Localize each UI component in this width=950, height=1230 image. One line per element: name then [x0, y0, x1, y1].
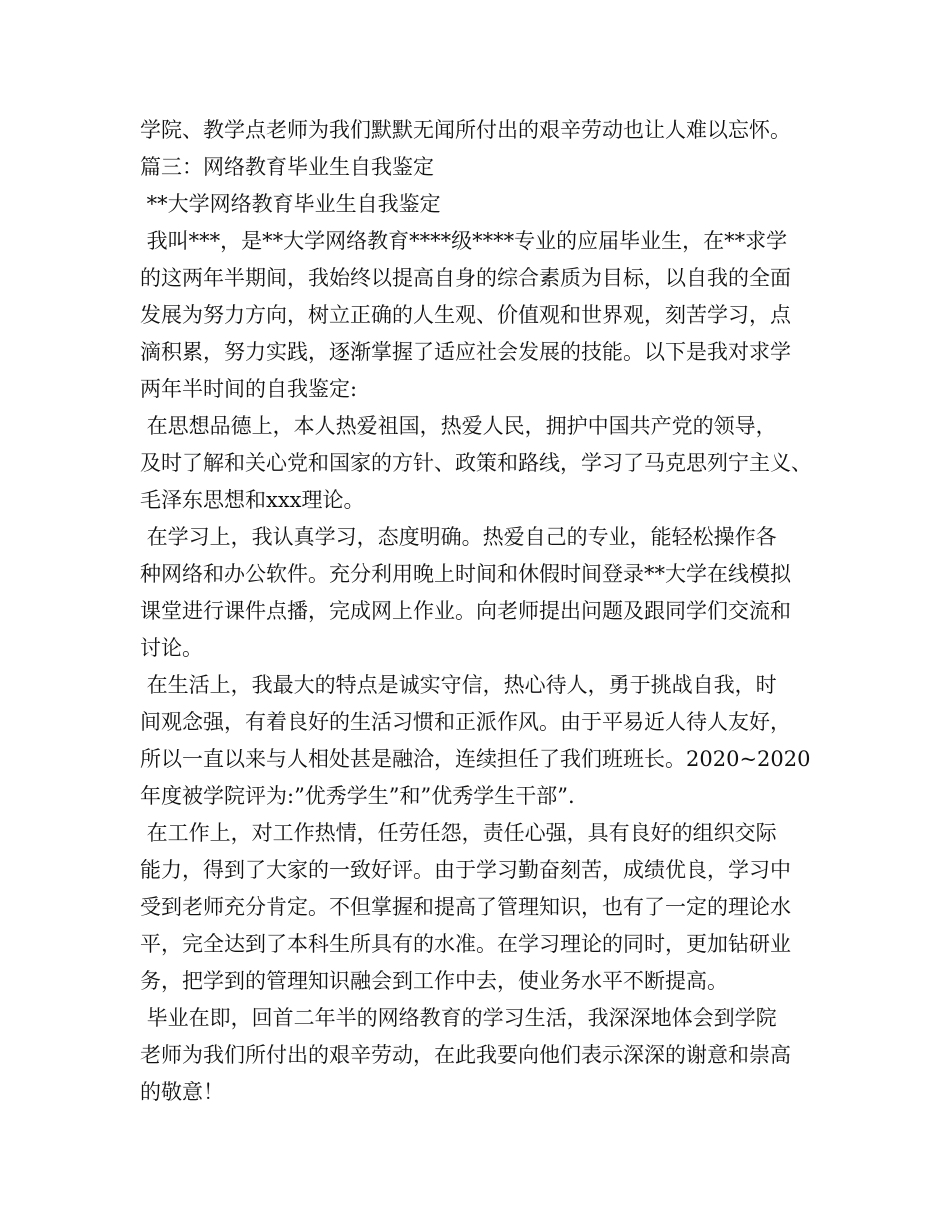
- text-line: 及时了解和关心党和国家的方针、政策和路线，学习了马克思列宁主义、: [140, 451, 812, 475]
- text-line: 滴积累，努力实践，逐渐掌握了适应社会发展的技能。以下是我对求学: [140, 340, 791, 364]
- text-line: 讨论。: [140, 636, 203, 660]
- text-line: 所以一直以来与人相处甚是融洽，连续担任了我们班班长。2020~2020: [140, 747, 811, 771]
- text-line: 受到老师充分肯定。不但掌握和提高了管理知识，也有了一定的理论水: [140, 895, 791, 919]
- text-line: 两年半时间的自我鉴定:: [140, 377, 358, 401]
- text-line: 在生活上，我最大的特点是诚实守信，热心待人，勇于挑战自我，时: [140, 673, 777, 697]
- text-line: 课堂进行课件点播，完成网上作业。向老师提出问题及跟同学们交流和: [140, 599, 791, 623]
- text-line: 学院、教学点老师为我们默默无闻所付出的艰辛劳动也让人难以忘怀。: [140, 118, 791, 142]
- document-page: [140, 112, 840, 1111]
- text-line: 发展为努力方向，树立正确的人生观、价值观和世界观，刻苦学习，点: [140, 303, 791, 327]
- text-line: 老师为我们所付出的艰辛劳动，在此我要向他们表示深深的谢意和崇高: [140, 1043, 791, 1067]
- text-line: 在思想品德上，本人热爱祖国，热爱人民，拥护中国共产党的领导，: [140, 414, 777, 438]
- text-line: 毛泽东思想和xxx理论。: [140, 488, 365, 512]
- text-line: 种网络和办公软件。充分利用晚上时间和休假时间登录**大学在线模拟: [140, 562, 791, 586]
- text-line: 年度被学院评为:”优秀学生”和”优秀学生干部”.: [140, 784, 575, 808]
- text-line: 在工作上，对工作热情，任劳任怨，责任心强，具有良好的组织交际: [140, 821, 777, 845]
- section-heading: 篇三：网络教育毕业生自我鉴定: [140, 155, 434, 179]
- text-line: 在学习上，我认真学习，态度明确。热爱自己的专业，能轻松操作各: [140, 525, 777, 549]
- text-line: 我叫***，是**大学网络教育****级****专业的应届毕业生，在**求学: [140, 229, 788, 253]
- text-line: 间观念强，有着良好的生活习惯和正派作风。由于平易近人待人友好，: [140, 710, 791, 734]
- text-line: 的敬意！: [140, 1080, 224, 1104]
- text-line: 毕业在即，回首二年半的网络教育的学习生活，我深深地体会到学院: [140, 1006, 777, 1030]
- document-title: **大学网络教育毕业生自我鉴定: [140, 192, 441, 216]
- text-line: 平，完全达到了本科生所具有的水准。在学习理论的同时，更加钻研业: [140, 932, 791, 956]
- text-line: 务，把学到的管理知识融会到工作中去，使业务水平不断提高。: [140, 969, 728, 993]
- text-line: 能力，得到了大家的一致好评。由于学习勤奋刻苦，成绩优良，学习中: [140, 858, 791, 882]
- text-line: 的这两年半期间，我始终以提高自身的综合素质为目标，以自我的全面: [140, 266, 791, 290]
